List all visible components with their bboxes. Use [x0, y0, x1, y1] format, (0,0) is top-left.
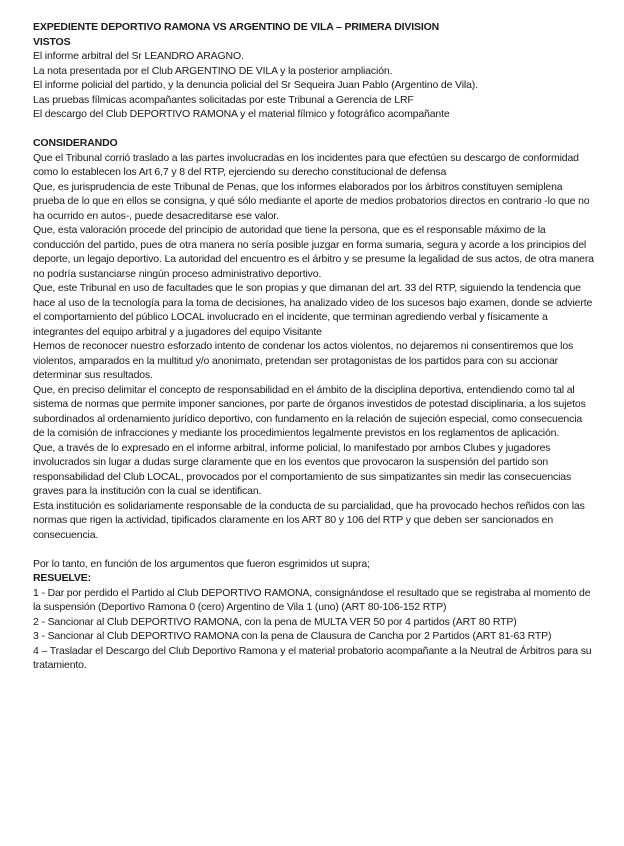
resuelve-item: 4 – Trasladar el Descargo del Club Deportivo Ramona y el material probatorio acompañante a la Neutral de Árbitros para su tratamiento. [33, 644, 592, 671]
vistos-item: El informe arbitral del Sr LEANDRO ARAGNO. [33, 50, 244, 62]
vistos-list [33, 49, 596, 122]
paragraph-traslado: Que el Tribunal corrió traslado a las partes involucradas en los incidentes para que efectúen su descargo de conformidad como lo establecen los Art 6,7 y 8 del RTP, ejerciendo su derecho constitucional de defensa [33, 151, 579, 178]
paragraph-responsabilidad: Que, en preciso delimitar el concepto de responsabilidad en el ámbito de la disciplina deportiva, entendiendo como tal al sistema de normas que permite imponer sanciones, por parte de órganos investidos de potestad disciplinaria, a los sujetos subordinados al ordenamiento jurídico deportivo, con fundamento en la relación de sujeción especial, como consecuencia de la comisión de infracciones y mediante los procedimientos legalmente previstos en los reglamentos de aplicación. [33, 383, 586, 439]
vistos-item: El descargo del Club DEPORTIVO RAMONA y el material fílmico y fotográfico acompañante [33, 108, 450, 120]
paragraph-violentos: Hemos de reconocer nuestro esforzado intento de condenar los actos violentos, no dejaremos ni consentiremos que los violentos, amparados en la multitud y/o anonimato, pretendan ser protagonistas de los partidos para con su accionar determinar sus resultados. [33, 340, 574, 381]
paragraph-valoracion: Que, esta valoración procede del principio de autoridad que tiene la persona, que es el responsable máximo de la conducción del partido, pues de otra manera no sería posible juzgar en forma sumaria, segura y acorde a los principios del deporte, un legajo deportivo. La autoridad del encuentro es el árbitro y se presume la legalidad de sus actos, de otra manera no podría sustanciarse ningún proceso administrativo deportivo. [33, 224, 594, 280]
vistos-item: La nota presentada por el Club ARGENTINO DE VILA y la posterior ampliación. [33, 64, 393, 77]
resuelve-heading: RESUELVE: [33, 572, 91, 584]
resuelve-item: 1 - Dar por perdido el Partido al Club DEPORTIVO RAMONA, consignándose el resultado que se registraba al momento de la suspensión (Deportivo Ramona 0 (cero) Argentino de Vila 1 (uno) (ART 80-106-152 RTP) [33, 586, 591, 613]
vistos-item: El informe policial del partido, y la denuncia policial del Sr Sequeira Juan Pablo (Argentino de Vila). [33, 79, 478, 91]
document-title: EXPEDIENTE DEPORTIVO RAMONA VS ARGENTINO DE VILA – PRIMERA DIVISION [33, 21, 440, 33]
paragraph-conclusion [33, 441, 596, 543]
resuelve-item: 2 - Sancionar al Club DEPORTIVO RAMONA, con la pena de MULTA VER 50 por 4 partidos (ART 80 RTP) [33, 615, 517, 628]
resuelve-list [33, 586, 596, 673]
paragraph-jurisprudencia: Que, es jurisprudencia de este Tribunal de Penas, que los informes elaborados por los árbitros constituyen semiplena prueba de lo que en ellos se consigna, y qué sólo mediante el aporte de medios probatorios directos en contrario -lo que no ha ocurrido en autos-, puede desacreditarse ese valor. [33, 180, 590, 222]
paragraph-tecnologia: Que, este Tribunal en uso de facultades que le son propias y que dimanan del art. 33 del RTP, siguiendo la tendencia que hace al uso de la tecnología para la toma de decisiones, ha analizado video de los sucesos bajo examen, donde se advierte el comportamiento del público LOCAL involucrado en el incidente, que terminan agrediendo verbal y físicamente a integrantes del equipo arbitral y a jugadores del equipo Visitante [33, 282, 593, 338]
considerando-heading: CONSIDERANDO [33, 137, 118, 149]
conclusion-part: Esta institución es solidariamente responsable de la conducta de su parcialidad, que ha provocado hechos reñidos con las normas que rigen la actividad, tipificados claramente en los ART 80 y 106 del RTP y que deben ser sancionados en consecuencia. [33, 499, 585, 541]
vistos-heading: VISTOS [33, 35, 71, 48]
conclusion-part: Que, a través de lo expresado en el informe arbitral, informe policial, lo manifestado por ambos Clubes y jugadores involucrados sin lugar a dudas surge claramente que en los eventos que provocaron la suspensión del partido son responsabilidad del Club LOCAL, provocados por el comportamiento de sus simpatizantes sin medir las consecuencias graves para la institución con la cual se identifican. [33, 441, 572, 497]
vistos-item: Las pruebas fílmicas acompañantes solicitadas por este Tribunal a Gerencia de LRF [33, 93, 414, 106]
resuelve-item: 3 - Sancionar al Club DEPORTIVO RAMONA con la pena de Clausura de Cancha por 2 Partidos (ART 81-63 RTP) [33, 630, 552, 642]
paragraph-por-lo-tanto: Por lo tanto, en función de los argumentos que fueron esgrimidos ut supra; [33, 557, 370, 570]
